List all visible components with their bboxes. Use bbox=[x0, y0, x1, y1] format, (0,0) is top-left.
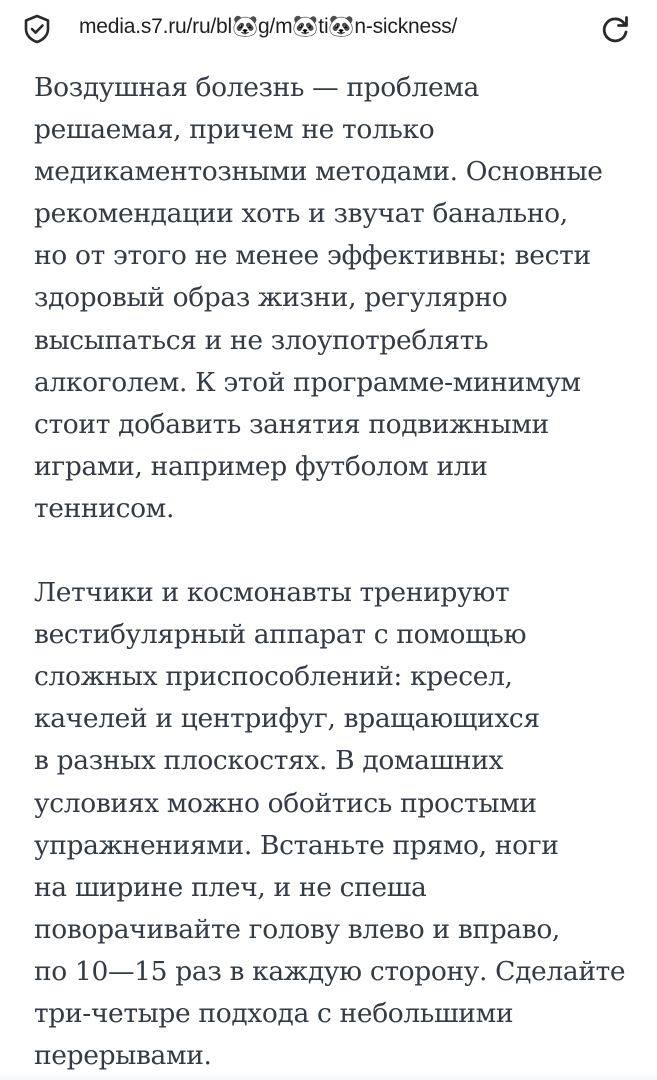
page-bottom-edge bbox=[0, 1072, 657, 1080]
shield-check-icon[interactable] bbox=[23, 14, 51, 44]
article-body bbox=[34, 67, 634, 1077]
article-paragraph-1: Воздушная болезнь — проблема решаемая, причем не только медикаментозными методами. Основные рекомендации хоть и звучат банально, но от этого не менее эффективны: вести здоровый образ жизни, регулярно высыпаться и не злоупотреблять алкоголем. К этой программе-минимум стоит добавить занятия подвижными играми, например футболом или теннисом. bbox=[34, 72, 603, 524]
url-text[interactable]: media.s7.ru/ru/bl🐼g/m🐼ti🐼n-sickness/ bbox=[79, 15, 458, 38]
browser-url-bar[interactable] bbox=[0, 0, 657, 60]
article-paragraph-2: Летчики и космонавты тренируют вестибулярный аппарат с помощью сложных приспособлений: кресел, качелей и центрифуг, вращающихся в разных плоскостях. В домашних условиях можно обойтись простыми упражнениями. Встаньте прямо, ноги на ширине плеч, и не спеша поворачивайте голову влево и вправо, по 10—15 раз в каждую сторону. Сделайте три-четыре подхода с небольшими перерывами. bbox=[34, 577, 626, 1072]
reload-icon[interactable] bbox=[598, 13, 632, 47]
